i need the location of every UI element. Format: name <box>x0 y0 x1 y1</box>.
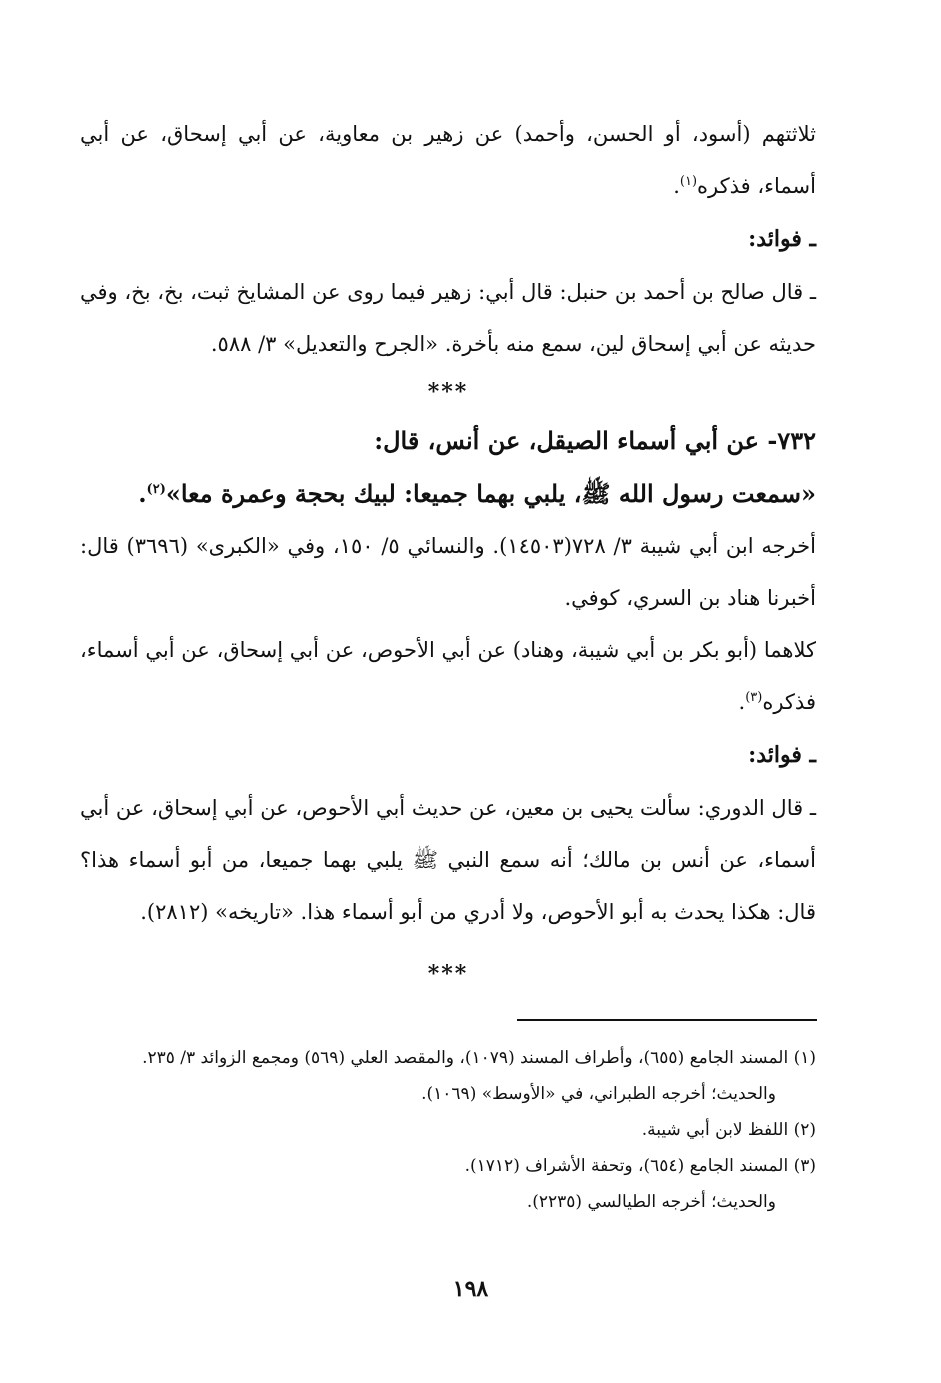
takhrij-text-2: كلاهما (أبو بكر بن أبي شيبة، وهناد) عن أبي الأحوص، عن أبي إسحاق، عن أبي أسماء، فذكره <box>80 638 816 714</box>
hadith-number: ٧٣٢ <box>777 426 816 455</box>
hadith-text <box>80 468 816 520</box>
benefits-text-1: ـ قال صالح بن أحمد بن حنبل: قال أبي: زهير فيما روى عن المشايخ ثبت، بخ، بخ، وفي حديثه عن أبي إسحاق لين، سمع منه بأخرة. «الجرح والتعديل» ٣/ ٥٨٨. <box>80 280 816 356</box>
hadith-end: . <box>138 479 147 508</box>
section-separator-1: *** <box>427 379 469 405</box>
section-separator-2: *** <box>427 961 469 987</box>
takhrij-paragraph-2 <box>80 624 816 728</box>
intro-text: ثلاثتهم (أسود، أو الحسن، وأحمد) عن زهير بن معاوية، عن أبي إسحاق، عن أبي أسماء، فذكره <box>80 122 816 198</box>
footnote-1: (١) المسند الجامع (٦٥٥)، وأطراف المسند (١٠٧٩)، والمقصد العلي (٥٦٩) ومجمع الزوائد ٣/ ٢٣٥. <box>142 1048 816 1068</box>
takhrij-paragraph-1: أخرجه ابن أبي شيبة ٣/ ٧٢٨(١٤٥٠٣). والنسائي ٥/ ١٥٠، وفي «الكبرى» (٣٦٩٦) قال: أخبرنا هناد بن السري، كوفي. <box>80 534 816 610</box>
hadith-body: «سمعت رسول الله ﷺ، يلبي بهما جميعا: لبيك بحجة وعمرة معا» <box>165 479 816 508</box>
hadith-chain: عن أبي أسماء الصيقل، عن أنس، قال: <box>374 426 759 455</box>
benefits-heading-2: ـ فوائد: <box>748 742 816 768</box>
footnote-3: (٣) المسند الجامع (٦٥٤)، وتحفة الأشراف (١٧١٢). <box>464 1156 816 1176</box>
footnote-1-continuation: والحديث؛ أخرجه الطبراني، في «الأوسط» (١٠٦٩). <box>421 1084 776 1104</box>
footnote-ref-1[interactable]: (١) <box>679 174 698 189</box>
footnote-divider <box>517 1019 817 1021</box>
takhrij-end-2: . <box>738 690 746 714</box>
page-number: ١٩٨ <box>452 1276 489 1302</box>
page-body <box>80 108 816 996</box>
footnotes <box>80 1040 816 1220</box>
footnote-ref-2[interactable]: (٢) <box>146 482 166 497</box>
footnote-3-continuation: والحديث؛ أخرجه الطيالسي (٢٢٣٥). <box>526 1192 776 1212</box>
footnote-ref-3[interactable]: (٣) <box>745 690 763 705</box>
footnote-2: (٢) اللفظ لابن أبي شيبة. <box>641 1120 816 1140</box>
benefits-text-2: ـ قال الدوري: سألت يحيى بن معين، عن حديث أبي الأحوص، عن أبي إسحاق، عن أبي أسماء، عن أنس بن مالك؛ أنه سمع النبي ﷺ يلبي بهما جميعا، من أبو أسماء هذا؟ قال: هكذا يحدث به أبو الأحوص، ولا أدري من أبو أسماء هذا. «تاريخه» (٢٨١٢). <box>80 796 816 924</box>
benefits-heading-1: ـ فوائد: <box>748 226 816 252</box>
intro-end: . <box>673 174 680 198</box>
hadith-header: ٧٣٢- عن أبي أسماء الصيقل، عن أنس، قال: <box>374 426 816 455</box>
intro-paragraph <box>80 108 816 212</box>
